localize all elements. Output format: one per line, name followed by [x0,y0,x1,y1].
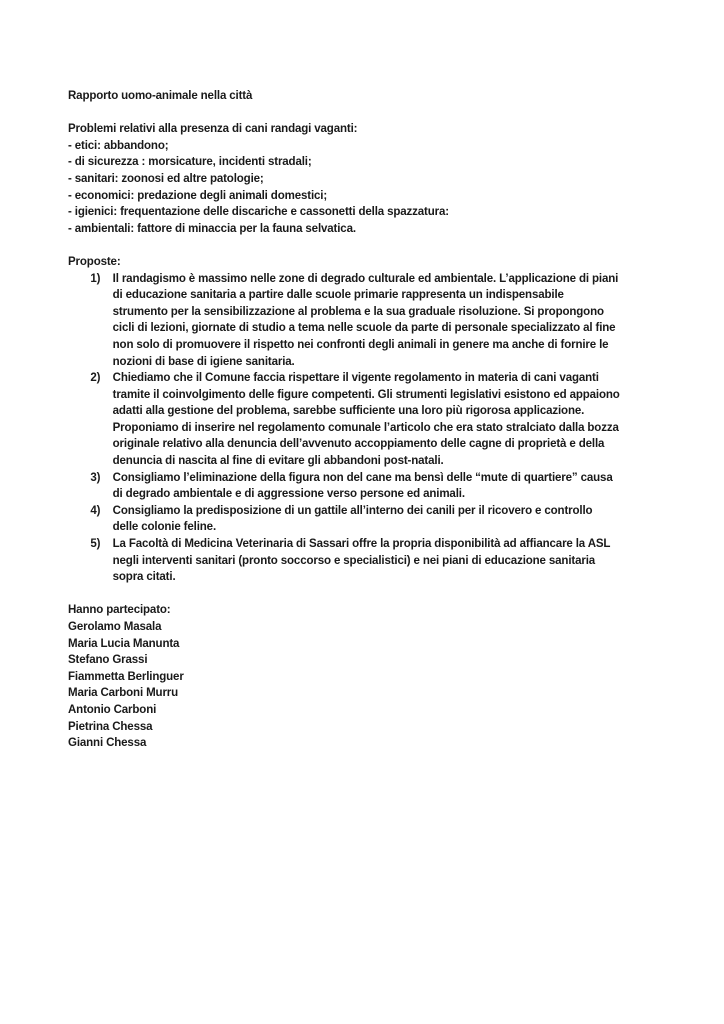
proposal-number: 5) [90,536,101,551]
proposal-text [113,502,697,535]
participant-name: Gianni Chessa [68,735,147,750]
participant-name: Maria Lucia Manunta [68,635,180,650]
proposal-line: tramite il coinvolgimento delle figure competenti. Gli strumenti legislativi esistono ed appaiono [112,386,620,401]
participant-name: Pietrina Chessa [68,718,153,733]
proposal-line: Proponiamo di inserire nel regolamento comunale l’articolo che era stato stralciato dalla bozza [112,419,619,434]
proposal-line: Consigliamo l’eliminazione della figura non del cane ma bensì delle “mute di quartiere” causa [112,469,613,484]
problem-item: - igienici: frequentazione delle discariche e cassonetti della spazzatura: [68,204,449,219]
proposal-number: 3) [90,469,101,484]
document-title: Rapporto uomo-animale nella città [68,88,253,102]
proposals-heading: Proposte: [68,253,121,268]
proposal-line: di educazione sanitaria a partire dalle scuole primarie rappresenta un indispensabile [112,287,564,302]
proposal-number: 4) [90,502,101,517]
problem-item: - economici: predazione degli animali domestici; [68,187,328,202]
proposal-line: sopra citati. [112,569,176,584]
problem-item: - etici: abbandono; [68,137,169,152]
proposal-line: Il randagismo è massimo nelle zone di degrado culturale ed ambientale. L’applicazione di piani [112,270,619,285]
proposal-line: nozioni di base di igiene sanitaria. [112,353,295,368]
proposal-text [113,469,697,502]
proposals-list [68,270,626,585]
proposal-text [113,535,697,585]
proposal-line: adatti alla gestione del problema, sarebbe sufficiente una loro più rigorosa applicazione. [112,403,585,418]
participant-name: Fiammetta Berlinguer [68,668,184,683]
problem-item: - sanitari: zoonosi ed altre patologie; [68,170,264,185]
problems-heading: Problemi relativi alla presenza di cani randagi vaganti: [68,121,358,136]
proposal-line: di degrado ambientale e di aggressione verso persone ed animali. [112,486,465,501]
spacer [68,236,626,253]
proposal-line: delle colonie feline. [112,519,217,534]
proposal-number: 2) [90,370,101,385]
participant-name: Antonio Carboni [68,701,157,716]
proposal-item [68,270,697,370]
proposal-line: strumento per la sensibilizzazione al problema e la sua graduale risoluzione. Si propongono [112,303,604,318]
problem-item: - ambientali: fattore di minaccia per la fauna selvatica. [68,220,356,235]
proposal-line: La Facoltà di Medicina Veterinaria di Sassari offre la propria disponibilità ad affiancare la ASL [112,536,611,551]
proposal-item [68,369,697,469]
proposal-line: Consigliamo la predisposizione di un gattile all’interno dei canili per il ricovero e controllo [112,502,593,517]
participant-name: Gerolamo Masala [68,619,162,633]
participants-heading: Hanno partecipato: [68,602,171,617]
proposal-line: non solo di promuovere il rispetto nei confronti degli animali in genere ma anche di fornire le [112,336,609,351]
participant-name: Stefano Grassi [68,652,148,667]
proposal-line: denuncia di nascita al fine di evitare gli abbandoni post-natali. [112,453,444,468]
spacer [68,104,626,121]
proposal-item [68,502,697,535]
proposal-text [113,369,697,469]
spacer [68,585,626,602]
participant-name: Maria Carboni Murru [68,685,179,700]
proposal-line: originale relativo alla denuncia dell’avvenuto accoppiamento delle cagne di proprietà e della [112,436,605,451]
proposal-number: 1) [90,270,101,285]
proposal-line: cicli di lezioni, giornate di studio a tema nelle scuole da parte di personale specializzato al fine [112,320,616,335]
proposal-text [113,270,697,370]
proposal-item [68,469,697,502]
proposal-item [68,535,697,585]
document-page [68,87,626,751]
proposal-line: Chiediamo che il Comune faccia rispettare il vigente regolamento in materia di cani vaganti [112,370,599,385]
problem-item: - di sicurezza : morsicature, incidenti stradali; [68,154,312,169]
proposal-line: negli interventi sanitari (pronto soccorso e specialistici) e nei piani di educazione sanitaria [112,552,596,567]
